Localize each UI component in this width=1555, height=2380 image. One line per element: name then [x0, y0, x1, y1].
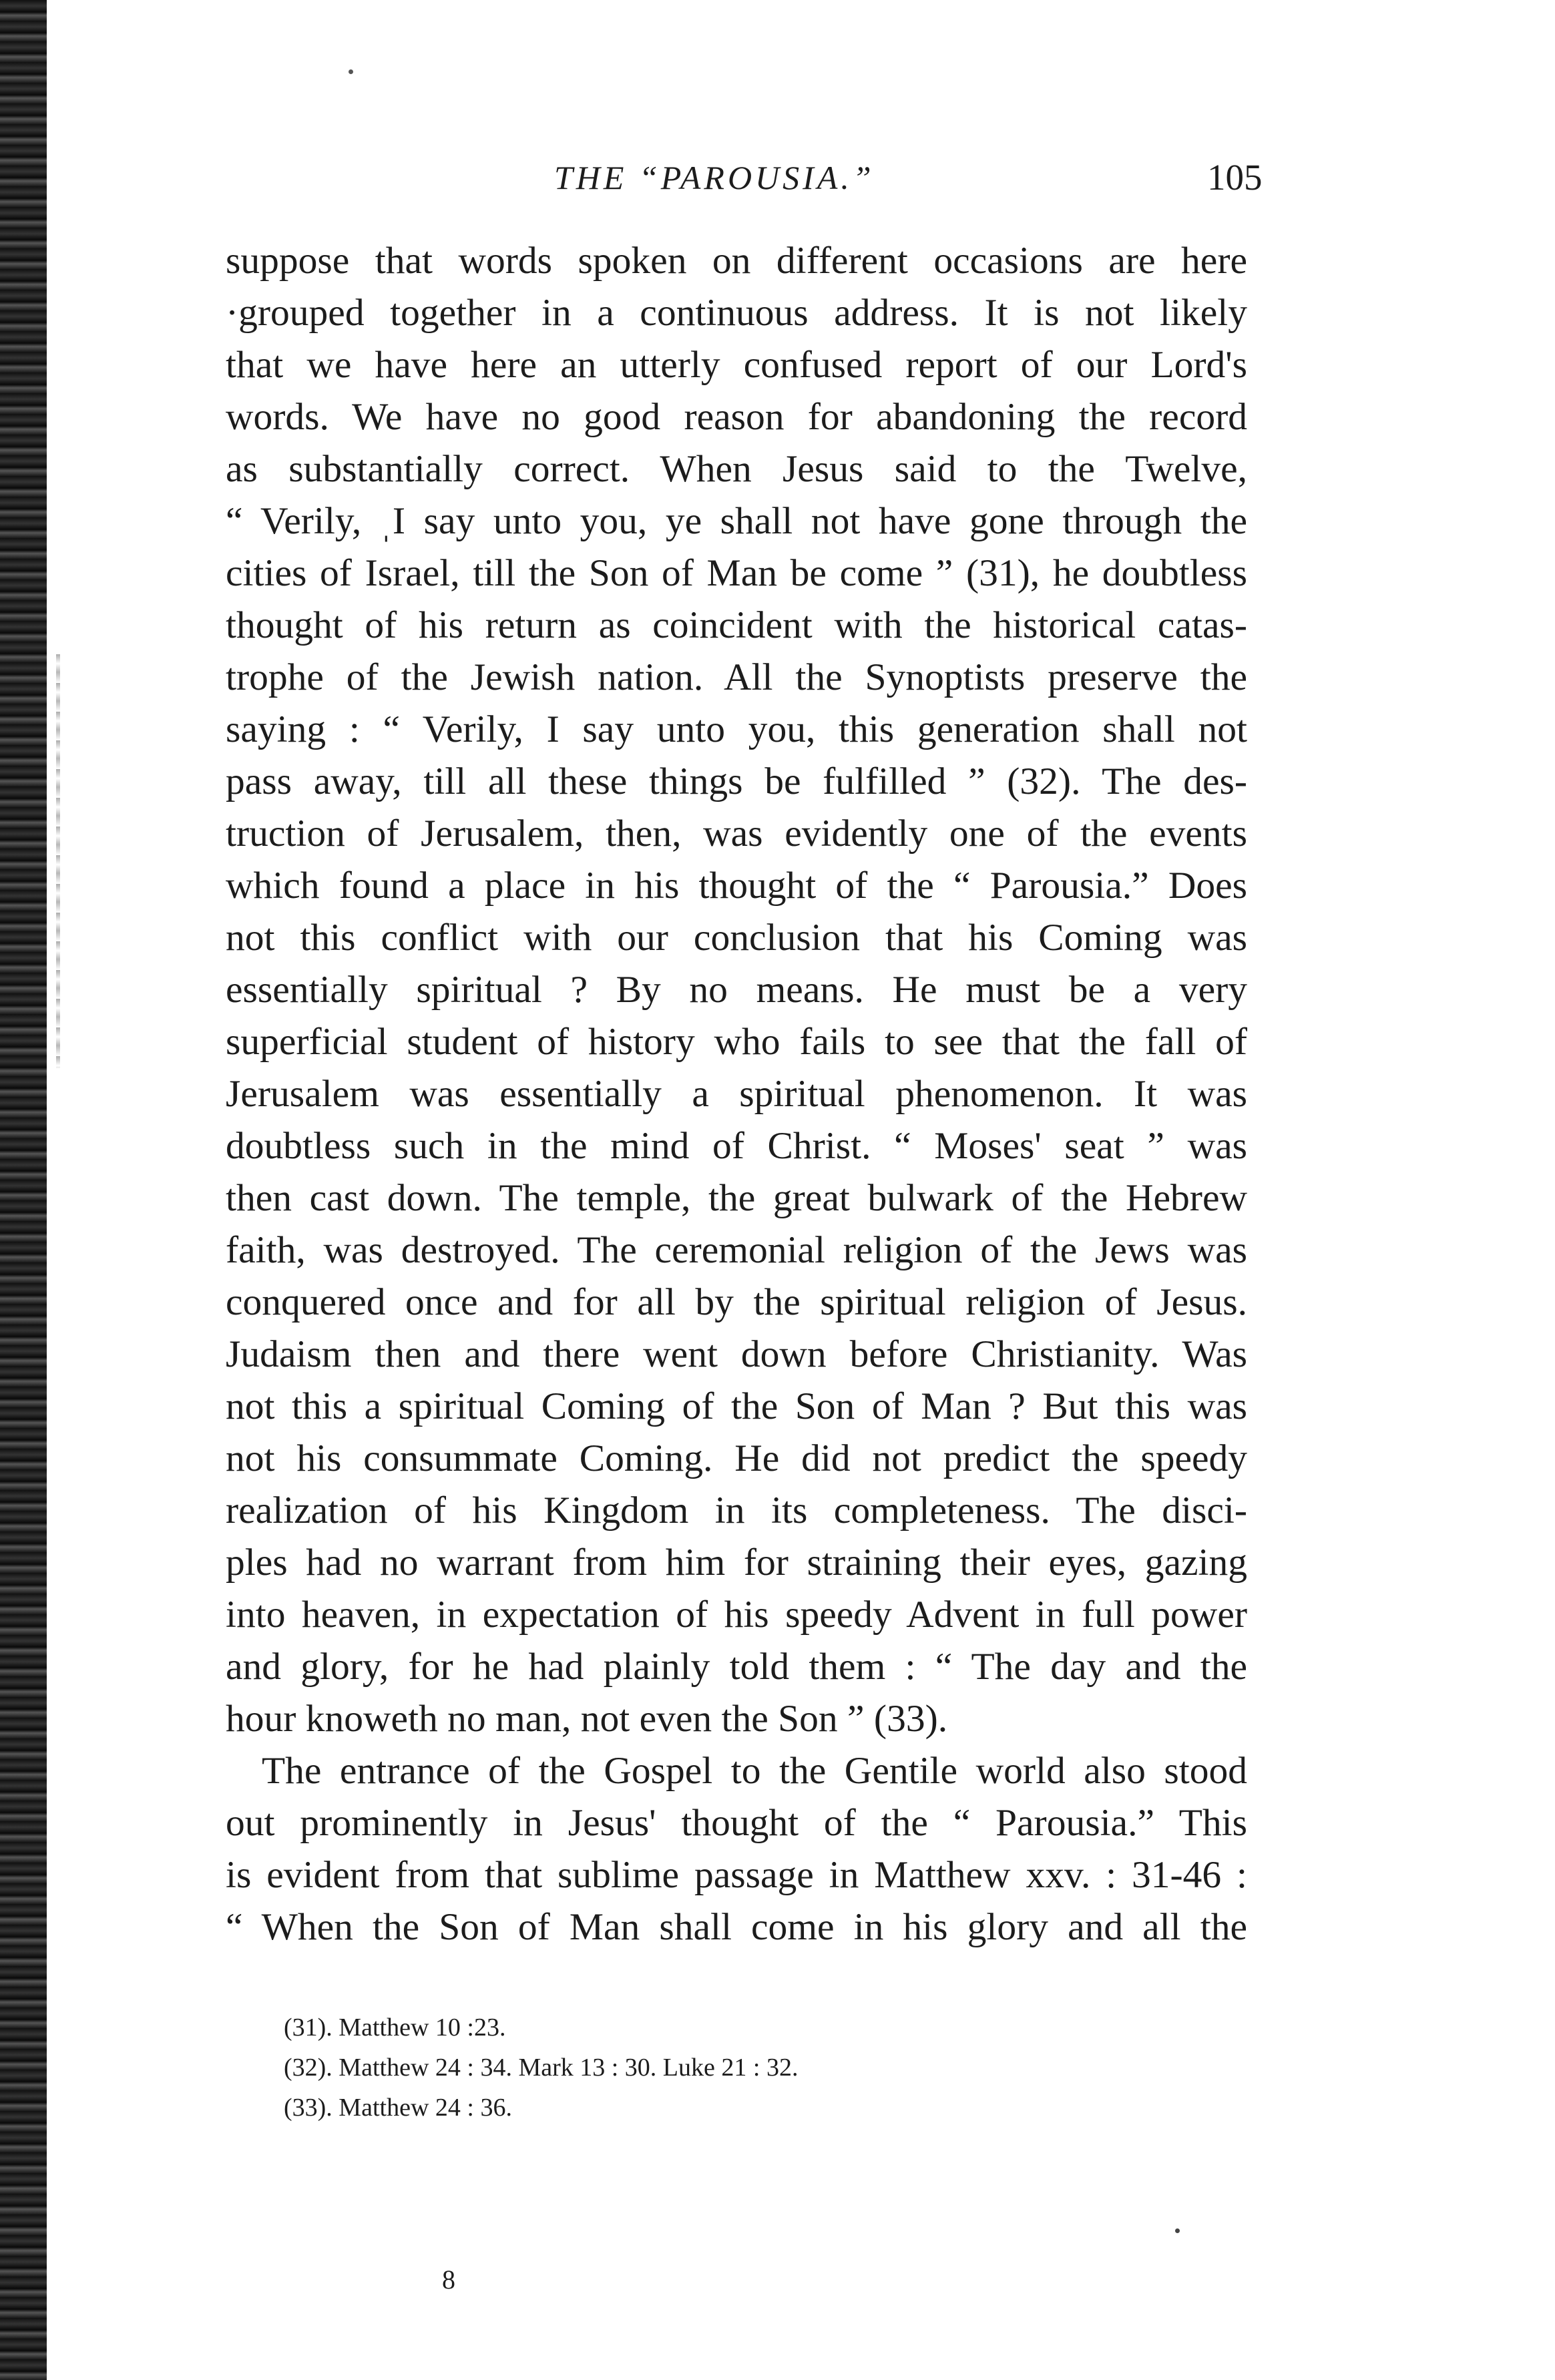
signature-mark: 8	[442, 2265, 455, 2295]
running-head	[0, 151, 1555, 204]
text-line: is evident from that sublime passage in Matthew xxv. : 31-46 :	[226, 1854, 1247, 1896]
text-line: out prominently in Jesus' thought of the “ Parousia.” This	[226, 1802, 1247, 1844]
footnote: (31). Matthew 10 :23.	[284, 2013, 506, 2042]
text-line: thought of his return as coincident with the historical catas-	[226, 604, 1247, 646]
text-line: essentially spiritual ? By no means. He must be a very	[226, 969, 1247, 1011]
text-line: trophe of the Jewish nation. All the Synoptists preserve the	[226, 656, 1247, 698]
text-line: ·grouped together in a continuous address. It is not likely	[226, 292, 1247, 334]
running-title: THE “PAROUSIA.”	[554, 159, 875, 196]
text-line: faith, was destroyed. The ceremonial religion of the Jews was	[226, 1229, 1247, 1271]
text-line: not this a spiritual Coming of the Son of Man ? But this was	[226, 1385, 1247, 1427]
text-line: conquered once and for all by the spiritual religion of Jesus.	[226, 1281, 1247, 1323]
text-line: truction of Jerusalem, then, was evidently one of the events	[226, 812, 1247, 855]
binding-shadow	[56, 654, 60, 1068]
text-line: that we have here an utterly confused report of our Lord's	[226, 344, 1247, 386]
text-line: as substantially correct. When Jesus said to the Twelve,	[226, 448, 1247, 490]
text-line: “ When the Son of Man shall come in his glory and all the	[226, 1906, 1247, 1948]
text-line: which found a place in his thought of the “ Parousia.” Does	[226, 865, 1247, 907]
text-line: suppose that words spoken on different occasions are here	[226, 240, 1247, 282]
ink-speck	[349, 69, 353, 74]
text-line: hour knoweth no man, not even the Son ” (33).	[226, 1698, 948, 1740]
page-number: 105	[1207, 157, 1263, 198]
text-line: not this conflict with our conclusion that his Coming was	[226, 917, 1247, 959]
text-line: ples had no warrant from him for straining their eyes, gazing	[226, 1541, 1247, 1584]
footnote: (33). Matthew 24 : 36.	[284, 2094, 512, 2122]
text-line: words. We have no good reason for abandoning the record	[226, 396, 1247, 438]
text-line: and glory, for he had plainly told them : “ The day and the	[226, 1646, 1247, 1688]
text-line: pass away, till all these things be fulfilled ” (32). The des-	[226, 760, 1247, 802]
binding-edge	[0, 0, 47, 2380]
footnote: (32). Matthew 24 : 34. Mark 13 : 30. Luke 21 : 32.	[284, 2054, 799, 2082]
text-line: Jerusalem was essentially a spiritual phenomenon. It was	[226, 1073, 1247, 1115]
text-line: saying : “ Verily, I say unto you, this generation shall not	[226, 708, 1247, 750]
text-line: into heaven, in expectation of his speedy Advent in full power	[226, 1594, 1247, 1636]
text-line: doubtless such in the mind of Christ. “ Moses' seat ” was	[226, 1125, 1247, 1167]
text-line: “ Verily, ˌI say unto you, ye shall not have gone through the	[226, 500, 1247, 542]
text-line: The entrance of the Gospel to the Gentile world also stood	[262, 1750, 1247, 1792]
ink-speck	[1175, 2228, 1180, 2233]
text-line: realization of his Kingdom in its completeness. The disci-	[226, 1489, 1247, 1531]
text-line: not his consummate Coming. He did not predict the speedy	[226, 1437, 1247, 1479]
text-line: cities of Israel, till the Son of Man be come ” (31), he doubtless	[226, 552, 1247, 594]
text-line: superficial student of history who fails to see that the fall of	[226, 1021, 1247, 1063]
text-line: then cast down. The temple, the great bulwark of the Hebrew	[226, 1177, 1247, 1219]
text-line: Judaism then and there went down before Christianity. Was	[226, 1333, 1247, 1375]
